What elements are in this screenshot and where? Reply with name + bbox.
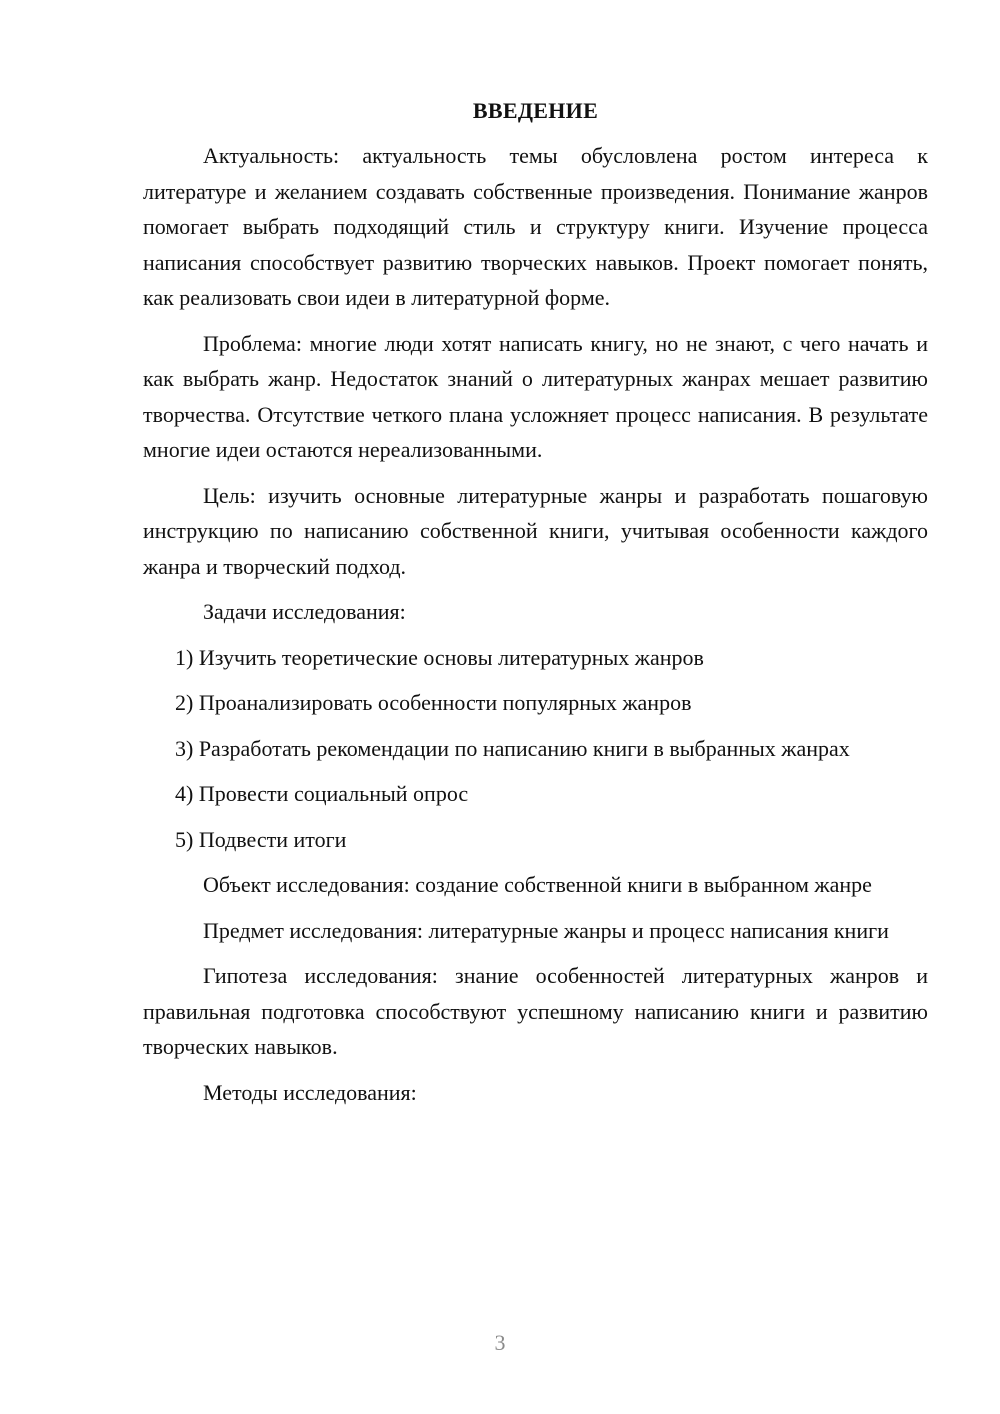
list-item: 4) Провести социальный опрос bbox=[175, 781, 469, 806]
page-number: 3 bbox=[494, 1330, 506, 1355]
paragraph-hypothesis: Гипотеза исследования: знание особенностей литературных жанров и правильная подготовка способствуют успешному написанию книги и развитию творческих навыков. bbox=[143, 963, 928, 1059]
paragraph-tasks-heading: Задачи исследования: bbox=[203, 599, 406, 624]
paragraph-subject: Предмет исследования: литературные жанры и процесс написания книги bbox=[203, 917, 889, 943]
page-title: ВВЕДЕНИЕ bbox=[472, 98, 599, 123]
list-item: 2) Проанализировать особенности популярных жанров bbox=[175, 690, 692, 715]
list-item: 3) Разработать рекомендации по написанию книги в выбранных жанрах bbox=[175, 735, 850, 761]
list-item: 5) Подвести итоги bbox=[175, 826, 347, 852]
paragraph-relevance: Актуальность: актуальность темы обусловлена ростом интереса к литературе и желанием создавать собственные произведения. Понимание жанров помогает выбрать подходящий стиль и структуру книги. Изучение процесса написания способствует развитию творческих навыков. Проект помогает понять, как реализовать свои идеи в литературной форме. bbox=[143, 143, 928, 310]
paragraph-problem: Проблема: многие люди хотят написать книгу, но не знают, с чего начать и как выбрать жанр. Недостаток знаний о литературных жанрах мешает развитию творчества. Отсутствие четкого плана усложняет процесс написания. В результате многие идеи остаются нереализованными. bbox=[143, 330, 928, 462]
document-page bbox=[143, 93, 928, 1120]
paragraph-object: Объект исследования: создание собственной книги в выбранном жанре bbox=[203, 872, 872, 897]
paragraph-goal: Цель: изучить основные литературные жанры и разработать пошаговую инструкцию по написанию собственной книги, учитывая особенности каждого жанра и творческий подход. bbox=[143, 482, 928, 579]
paragraph-methods-heading: Методы исследования: bbox=[203, 1079, 417, 1105]
list-item: 1) Изучить теоретические основы литературных жанров bbox=[175, 644, 704, 670]
